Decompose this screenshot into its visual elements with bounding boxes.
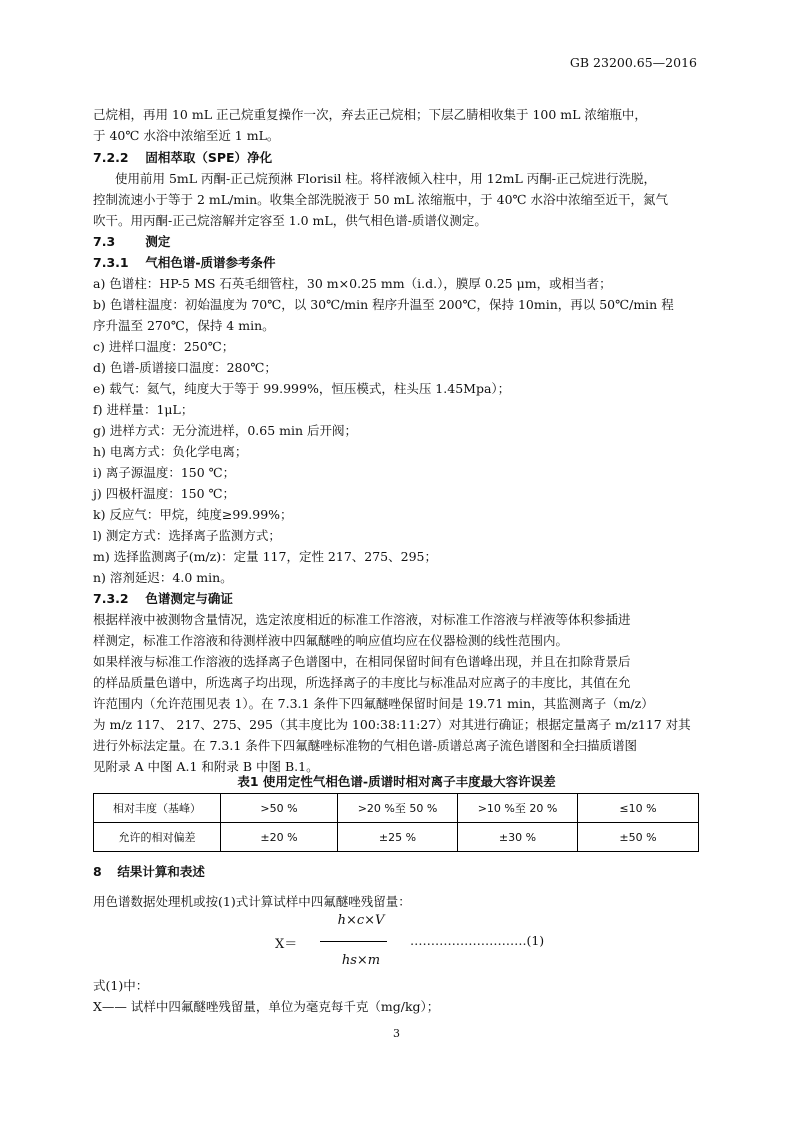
- paragraph-line: 控制流速小于等于 2 mL/min。收集全部洗脱液于 50 mL 浓缩瓶中，于 40℃ 水浴中浓缩至近干，氮气: [93, 192, 668, 207]
- condition-item: a) 色谱柱：HP-5 MS 石英毛细管柱，30 m×0.25 mm（i.d.），膜厚 0.25 μm，或相当者；: [93, 276, 612, 291]
- heading-number: 7.3.1: [93, 255, 129, 270]
- paragraph-line: 使用前用 5mL 丙酮-正己烷预淋 Florisil 柱。将样液倾入柱中，用 12mL 丙酮-正己烷进行洗脱，: [115, 171, 657, 186]
- condition-item: h) 电离方式：负化学电离；: [93, 444, 248, 459]
- section-heading-7-3-2: [93, 588, 233, 609]
- paragraph-line: 进行外标法定量。在 7.3.1 条件下四氟醚唑标准物的气相色谱-质谱总离子流色谱图和全扫描质谱图: [93, 738, 637, 753]
- paragraph-line: 如果样液与标准工作溶液的选择离子色谱图中，在相同保留时间有色谱峰出现，并且在扣除背景后: [93, 654, 631, 669]
- table-cell: ±50 %: [578, 823, 699, 852]
- paragraph-line: 式(1)中：: [93, 978, 149, 993]
- condition-item: i) 离子源温度：150 ℃；: [93, 465, 236, 480]
- condition-item: k) 反应气：甲烷，纯度≥99.99%；: [93, 507, 293, 522]
- condition-item: j) 四极杆温度：150 ℃；: [93, 486, 236, 501]
- heading-title: 色谱测定与确证: [145, 591, 233, 606]
- section-heading-8: [93, 861, 205, 882]
- heading-title: 测定: [145, 234, 171, 249]
- condition-item: m) 选择监测离子(m/z)：定量 117，定性 217、275、295；: [93, 549, 437, 564]
- formula-numerator: h×c×V: [337, 913, 385, 928]
- table-caption: 表1 使用定性气相色谱-质谱时相对离子丰度最大容许误差: [237, 774, 556, 789]
- table-row: [94, 823, 699, 852]
- paragraph-line: 根据样液中被测物含量情况，选定浓度相近的标准工作溶液，对标准工作溶液与样液等体积参插进: [93, 612, 631, 627]
- heading-number: 7.3: [93, 234, 116, 249]
- table-cell: 相对丰度（基峰）: [94, 794, 221, 823]
- condition-item: l) 测定方式：选择离子监测方式；: [93, 528, 281, 543]
- table-cell: ±30 %: [458, 823, 578, 852]
- page-number: 3: [393, 1027, 400, 1040]
- paragraph-line: 样测定，标准工作溶液和待测样液中四氟醚唑的响应值均应在仪器检测的线性范围内。: [93, 633, 569, 648]
- paragraph-line: 许范围内（允许范围见表 1）。在 7.3.1 条件下四氟醚唑保留时间是 19.71 min，其监测离子（m/z）: [93, 696, 654, 711]
- table-cell: >50 %: [221, 794, 338, 823]
- heading-title: 气相色谱-质谱参考条件: [145, 255, 276, 270]
- formula-1: [275, 913, 575, 975]
- condition-item: 序升温至 270℃，保持 4 min。: [93, 318, 275, 333]
- heading-title: 固相萃取（SPE）净化: [145, 150, 273, 165]
- table-cell: >20 %至 50 %: [338, 794, 458, 823]
- formula-denominator: hs×m: [341, 953, 381, 968]
- paragraph-line: 用色谱数据处理机或按(1)式计算试样中四氟醚唑残留量：: [93, 894, 411, 909]
- formula-lhs: X＝: [275, 937, 298, 952]
- table-row: [94, 794, 699, 823]
- heading-number: 7.3.2: [93, 591, 129, 606]
- variable-definition: X—— 试样中四氟醚唑残留量，单位为毫克每千克（mg/kg）；: [93, 999, 440, 1014]
- condition-item: c) 进样口温度：250℃；: [93, 339, 235, 354]
- heading-title: 结果计算和表述: [117, 864, 205, 879]
- condition-item: n) 溶剂延迟：4.0 min。: [93, 570, 233, 585]
- standard-number: GB 23200.65—2016: [569, 55, 697, 70]
- condition-item: e) 载气：氦气，纯度大于等于 99.999%，恒压模式，柱头压 1.45Mpa）；: [93, 381, 511, 396]
- section-heading-7-3-1: [93, 252, 276, 273]
- condition-item: f) 进样量：1μL；: [93, 402, 194, 417]
- table-cell: >10 %至 20 %: [458, 794, 578, 823]
- fraction-bar: [320, 941, 387, 942]
- paragraph-line: 于 40℃ 水浴中浓缩至近 1 mL。: [93, 128, 280, 143]
- formula-tag: ……………………….(1): [410, 933, 545, 948]
- paragraph-line: 的样品质量色谱中，所选离子均出现，所选择离子的丰度比与标准品对应离子的丰度比，其值在允: [93, 675, 631, 690]
- heading-number: 8: [93, 864, 102, 879]
- table-cell: 允许的相对偏差: [94, 823, 221, 852]
- table-cell: ±25 %: [338, 823, 458, 852]
- condition-item: d) 色谱-质谱接口温度：280℃；: [93, 360, 277, 375]
- paragraph-line: 己烷相，再用 10 mL 正己烷重复操作一次，弃去正己烷相；下层乙腈相收集于 100 mL 浓缩瓶中，: [93, 107, 647, 122]
- condition-item: g) 进样方式：无分流进样，0.65 min 后开阀；: [93, 423, 358, 438]
- section-heading-7-2-2: [93, 147, 272, 168]
- paragraph-line: 吹干。用丙酮-正己烷溶解并定容至 1.0 mL，供气相色谱-质谱仪测定。: [93, 213, 487, 228]
- section-heading-7-3: [93, 231, 170, 252]
- table-cell: ≤10 %: [578, 794, 699, 823]
- table-cell: ±20 %: [221, 823, 338, 852]
- paragraph-line: 见附录 A 中图 A.1 和附录 B 中图 B.1。: [93, 759, 319, 774]
- heading-number: 7.2.2: [93, 150, 129, 165]
- paragraph-line: 为 m/z 117、 217、275、295（其丰度比为 100:38:11:27）对其进行确证；根据定量离子 m/z117 对其: [93, 717, 691, 732]
- condition-item: b) 色谱柱温度：初始温度为 70℃，以 30℃/min 程序升温至 200℃，保持 10min，再以 50℃/min 程: [93, 297, 674, 312]
- tolerance-table: [93, 793, 699, 852]
